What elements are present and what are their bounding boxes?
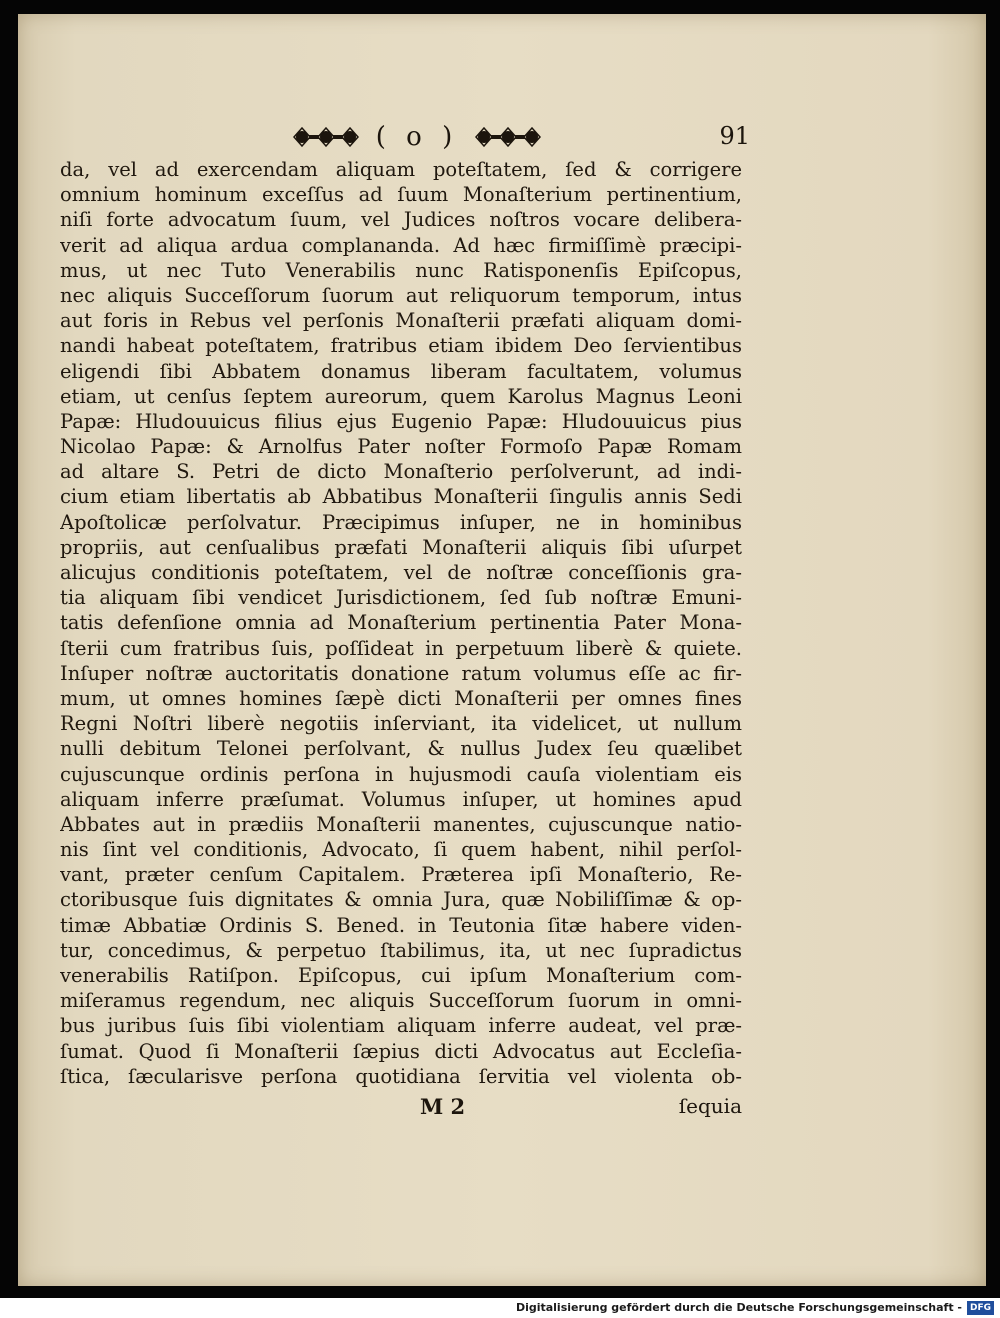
text-line: Apoſtolicæ perſolvatur. Præcipimus inſuper, ne in hominibus: [60, 510, 742, 534]
dfg-logo-icon[interactable]: DFG: [967, 1301, 994, 1315]
text-line: nec aliquis Succeſſorum ſuorum aut reliquorum temporum, intus: [60, 283, 742, 307]
text-line: cium etiam libertatis ab Abbatibus Monaſterii ſingulis annis Sedi: [60, 485, 742, 509]
text-line: cujuscunque ordinis perſona in hujusmodi cauſa violentiam eis: [60, 762, 742, 786]
signature-mark: M 2: [420, 1094, 466, 1119]
running-head: [18, 118, 986, 156]
credit-bar: [0, 1298, 1000, 1318]
text-line: mum, ut omnes homines ſæpè dicti Monaſterii per omnes fines: [60, 686, 742, 710]
text-line: nulli debitum Telonei perſolvant, & nullus Judex ſeu quælibet: [60, 737, 742, 761]
credit-text: Digitalisierung gefördert durch die Deutsche Forschungsgemeinschaft -: [515, 1301, 962, 1314]
folio-mark: ( o ): [375, 122, 459, 152]
text-line: Abbates aut in prædiis Monaſterii manentes, cujuscunque natio-: [60, 812, 742, 836]
text-line: tatis defenſione omnia ad Monaſterium pertinentia Pater Mona-: [60, 611, 742, 635]
page-number: 91: [719, 122, 750, 150]
text-line: mus, ut nec Tuto Venerabilis nunc Ratisponenſis Epiſcopus,: [60, 258, 742, 282]
text-line: tur, concedimus, & perpetuo ſtabilimus, ita, ut nec ſupradictus: [60, 938, 742, 962]
catchword: ſequia: [678, 1094, 742, 1118]
text-line: propriis, aut cenſualibus præfati Monaſterii aliquis ſibi uſurpet: [60, 535, 742, 559]
text-line: eligendi ſibi Abbatem donamus liberam facultatem, volumus: [60, 359, 742, 383]
text-line: Inſuper noſtræ auctoritatis donatione ratum volumus eſſe ac fir-: [60, 661, 742, 685]
text-line: alicujus conditionis poteſtatem, vel de noſtræ conceſſionis gra-: [60, 561, 742, 584]
book-page: [18, 14, 986, 1286]
text-line: ad altare S. Petri de dicto Monaſterio perſolverunt, ad indi-: [60, 460, 742, 484]
text-line: vant, præter cenſum Capitalem. Præterea ipſi Monaſterio, Re-: [60, 863, 742, 887]
ornament-right-icon: [474, 126, 542, 148]
text-line: venerabilis Ratiſpon. Epiſcopus, cui ipſum Monaſterium com-: [60, 964, 742, 987]
ornament-left-icon: [292, 126, 360, 148]
text-line: ſterii cum fratribus ſuis, poſſideat in perpetuum liberè & quiete.: [60, 636, 742, 660]
text-line: nis ſint vel conditionis, Advocato, ſi quem habent, nihil perſol-: [60, 838, 742, 862]
ornament-group: [292, 118, 542, 156]
text-line: Papæ: Hludouuicus filius ejus Eugenio Papæ: Hludouuicus pius: [60, 409, 742, 433]
text-line: timæ Abbatiæ Ordinis S. Bened. in Teutonia ſitæ habere viden-: [60, 913, 742, 937]
text-line: Regni Noſtri liberè negotiis inſerviant, ita videlicet, ut nullum: [60, 712, 742, 736]
text-line: aliquam inferre præſumat. Volumus inſuper, ut homines apud: [60, 787, 742, 811]
text-line: ctoribusque ſuis dignitates & omnia Jura, quæ Nobiliſſimæ & op-: [60, 888, 742, 912]
text-line: nandi habeat poteſtatem, fratribus etiam ibidem Deo ſervientibus: [60, 334, 742, 358]
text-line: verit ad aliqua ardua complananda. Ad hæc firmiſſimè præcipi-: [60, 233, 742, 257]
page-footer: [18, 1094, 986, 1124]
text-line: ſumat. Quod ſi Monaſterii ſæpius dicti Advocatus aut Eccleſia-: [60, 1039, 742, 1063]
text-body: [60, 157, 742, 1089]
text-line: omnium hominum exceſſus ad ſuum Monaſterium pertinentium,: [60, 183, 742, 207]
text-line: Nicolao Papæ: & Arnolfus Pater noſter Formoſo Papæ Romam: [60, 435, 742, 459]
text-line: ſtica, ſæcularisve perſona quotidiana ſervitia vel violenta ob-: [60, 1064, 742, 1088]
text-line: bus juribus ſuis ſibi violentiam aliquam inferre audeat, vel præ-: [60, 1014, 742, 1038]
text-line: etiam, ut cenſus ſeptem aureorum, quem Karolus Magnus Leoni: [60, 384, 742, 408]
text-line: miſeramus regendum, nec aliquis Succeſſorum ſuorum in omni-: [60, 989, 742, 1013]
text-line: tia aliquam ſibi vendicet Jurisdictionem, ſed ſub noſtræ Emuni-: [60, 586, 742, 610]
text-line: aut foris in Rebus vel perſonis Monaſterii præfati aliquam domi-: [60, 309, 742, 333]
text-line: da, vel ad exercendam aliquam poteſtatem, ſed & corrigere: [60, 158, 742, 181]
text-line: niſi forte advocatum ſuum, vel Judices noſtros vocare delibera-: [60, 208, 742, 232]
